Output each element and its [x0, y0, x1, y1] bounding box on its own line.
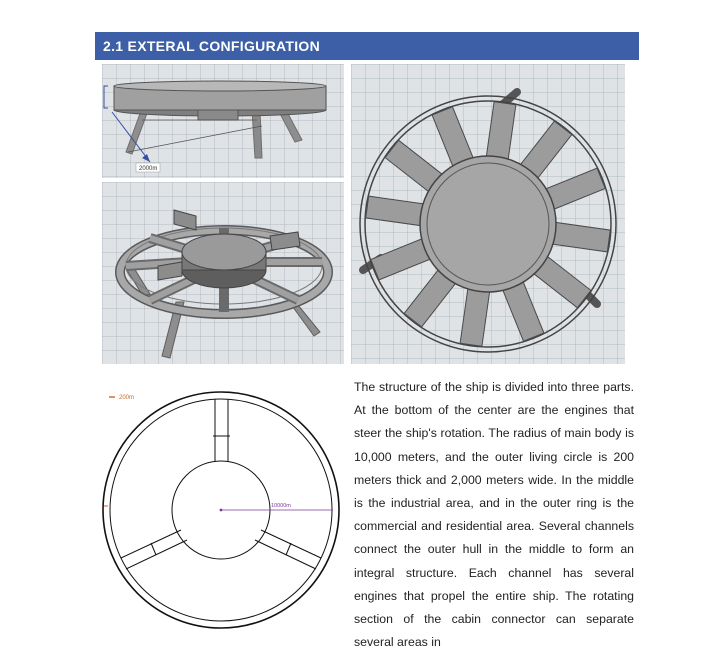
side-view-render [102, 64, 344, 178]
top-view-spoke [366, 196, 428, 226]
radius-label: 10000m [271, 503, 291, 509]
perspective-view-render [102, 182, 344, 364]
side-view-drawing [102, 64, 344, 178]
top-view-spoke [460, 284, 490, 346]
top-view-spoke [486, 102, 516, 164]
description-paragraph: The structure of the ship is divided into three parts. At the bottom of the center are the engines that steer the ship's rotation. The radius of main body is 10,000 meters, and the outer living circle is 200 meters thick and 2,000 meters wide. In the middle is the industrial area, and in the outer ring is the commercial and residential area. Several channels connect the outer hull in the middle to form an integral structure. Each channel has several engines that propel the entire ship. The rotating section of the cabin connector can separate several areas in [354, 380, 634, 650]
section-header [95, 32, 639, 60]
side-view-scale-label: 2000m [139, 166, 158, 172]
plan-view-diagram [95, 378, 345, 622]
section-title: 2.1 EXTERAL CONFIGURATION [103, 38, 321, 54]
ring-width-label: 200m [119, 395, 135, 401]
top-view-render [351, 64, 625, 364]
top-view-spoke [548, 222, 610, 252]
perspective-view-drawing [102, 182, 344, 364]
top-view-drawing [351, 64, 625, 364]
